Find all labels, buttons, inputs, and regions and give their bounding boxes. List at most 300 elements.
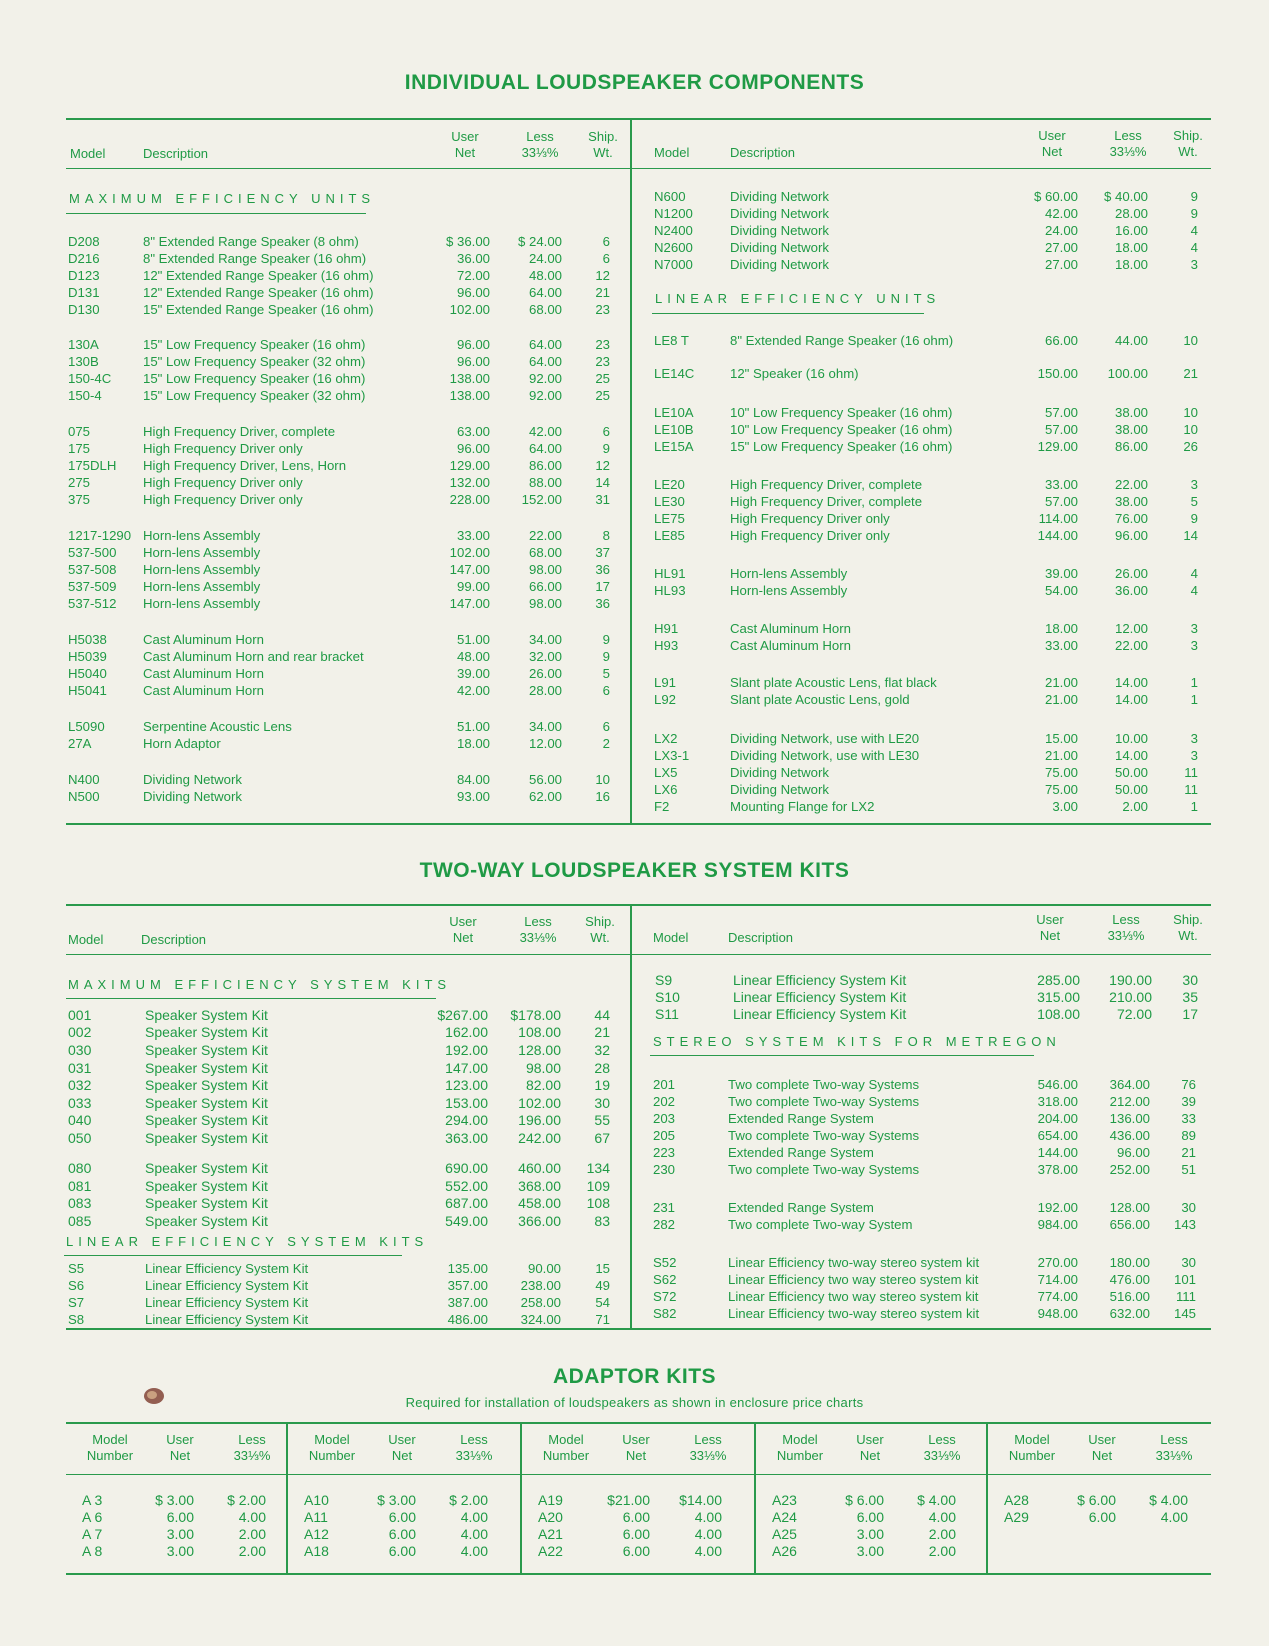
less-cell: 436.00	[1109, 1128, 1150, 1143]
description-cell: Horn-lens Assembly	[143, 562, 261, 577]
user-net-cell: 294.00	[445, 1112, 488, 1128]
column-divider	[520, 1422, 522, 1573]
description-cell: Extended Range System	[728, 1200, 874, 1215]
user-net-cell: 102.00	[449, 302, 490, 317]
ship-weight-cell: 5	[602, 666, 610, 681]
less-cell: 4.00	[694, 1526, 722, 1542]
ship-weight-cell: 2	[602, 736, 610, 751]
section-max-efficiency-kits: MAXIMUM EFFICIENCY SYSTEM KITS	[68, 977, 452, 992]
ship-weight-cell: 17	[595, 579, 610, 594]
ship-weight-cell: 44	[594, 1007, 610, 1023]
user-net-cell: $ 3.00	[377, 1492, 416, 1508]
model-cell: S72	[653, 1289, 677, 1304]
user-net-cell: 99.00	[456, 579, 490, 594]
model-cell: N2400	[654, 223, 693, 238]
user-net-cell: 6.00	[622, 1543, 650, 1559]
description-cell: Speaker System Kit	[145, 1042, 268, 1058]
model-cell: D131	[68, 285, 100, 300]
model-cell: 27A	[68, 736, 92, 751]
user-net-cell: 21.00	[1044, 748, 1078, 763]
model-cell: A20	[538, 1509, 563, 1525]
description-cell: Dividing Network	[730, 257, 829, 272]
description-cell: 8" Extended Range Speaker (8 ohm)	[143, 234, 359, 249]
description-cell: High Frequency Driver only	[143, 441, 303, 456]
description-cell: Linear Efficiency two-way stereo system kit	[728, 1255, 980, 1270]
description-cell: High Frequency Driver, complete	[730, 477, 923, 492]
column-divider	[630, 118, 632, 824]
ship-weight-cell: 108	[586, 1195, 610, 1211]
less-cell: 4.00	[694, 1509, 722, 1525]
description-cell: Dividing Network	[730, 206, 829, 221]
user-net-cell: 150.00	[1037, 366, 1078, 381]
model-cell: 130A	[68, 337, 99, 352]
description-cell: High Frequency Driver only	[143, 492, 303, 507]
model-cell: D208	[68, 234, 100, 249]
model-cell: LE15A	[654, 439, 694, 454]
user-net-cell: 42.00	[456, 683, 490, 698]
user-net-cell: 378.00	[1037, 1162, 1078, 1177]
less-cell: 4.00	[1160, 1509, 1188, 1525]
user-net-cell: 147.00	[449, 596, 490, 611]
description-cell: High Frequency Driver, Lens, Horn	[143, 458, 347, 473]
ship-weight-cell: 36	[595, 562, 610, 577]
less-cell: $ 4.00	[1149, 1492, 1188, 1508]
header-user: User Net	[1038, 128, 1066, 159]
model-cell: S10	[655, 989, 680, 1005]
less-cell: 152.00	[521, 492, 562, 507]
less-cell: 50.00	[1114, 782, 1148, 797]
header-rule	[66, 954, 1211, 955]
less-cell: 26.00	[528, 666, 562, 681]
less-cell: 82.00	[525, 1077, 561, 1093]
smudge-mark-icon	[140, 1383, 168, 1409]
model-cell: 175	[68, 441, 91, 456]
user-net-cell: 654.00	[1037, 1128, 1078, 1143]
ship-weight-cell: 67	[594, 1130, 610, 1146]
less-cell: 12.00	[1114, 621, 1148, 636]
description-cell: Dividing Network, use with LE20	[730, 731, 920, 746]
model-cell: S5	[68, 1261, 85, 1276]
user-net-cell: 33.00	[1044, 477, 1078, 492]
model-cell: 282	[653, 1217, 676, 1232]
description-cell: Speaker System Kit	[145, 1130, 268, 1146]
less-cell: 22.00	[528, 528, 562, 543]
ship-weight-cell: 9	[602, 649, 610, 664]
user-net-cell: 51.00	[456, 719, 490, 734]
section-linear-efficiency-kits: LINEAR EFFICIENCY SYSTEM KITS	[66, 1234, 429, 1249]
user-net-cell: 75.00	[1044, 765, 1078, 780]
description-cell: Speaker System Kit	[145, 1160, 268, 1176]
less-cell: 212.00	[1109, 1094, 1150, 1109]
user-net-cell: 6.00	[388, 1543, 416, 1559]
ship-weight-cell: 3	[1190, 621, 1198, 636]
model-cell: A25	[772, 1526, 797, 1542]
description-cell: Dividing Network	[143, 789, 242, 804]
description-cell: Horn-lens Assembly	[730, 566, 848, 581]
user-net-cell: 138.00	[449, 371, 490, 386]
user-net-cell: 318.00	[1037, 1094, 1078, 1109]
description-cell: Two complete Two-way Systems	[728, 1077, 920, 1092]
less-cell: $14.00	[679, 1492, 722, 1508]
model-cell: 275	[68, 475, 91, 490]
column-divider	[286, 1422, 288, 1573]
less-cell: $ 24.00	[518, 234, 562, 249]
ship-weight-cell: 6	[602, 251, 610, 266]
description-cell: High Frequency Driver only	[730, 528, 890, 543]
model-cell: H5039	[68, 649, 107, 664]
user-net-cell: 18.00	[1044, 621, 1078, 636]
description-cell: Cast Aluminum Horn	[730, 638, 851, 653]
user-net-cell: 270.00	[1037, 1255, 1078, 1270]
description-cell: Two complete Two-way System	[728, 1217, 913, 1232]
user-net-cell: 228.00	[449, 492, 490, 507]
description-cell: Cast Aluminum Horn	[143, 683, 264, 698]
header-user: User Net	[449, 914, 477, 945]
description-cell: Horn-lens Assembly	[730, 583, 848, 598]
model-cell: 033	[68, 1095, 92, 1111]
less-cell: $ 2.00	[449, 1492, 488, 1508]
ship-weight-cell: 36	[595, 596, 610, 611]
less-cell: 460.00	[518, 1160, 561, 1176]
model-cell: 075	[68, 424, 91, 439]
less-cell: 22.00	[1114, 477, 1148, 492]
user-net-cell: 363.00	[445, 1130, 488, 1146]
description-cell: Extended Range System	[728, 1111, 874, 1126]
model-cell: 231	[653, 1200, 676, 1215]
user-net-cell: 27.00	[1044, 240, 1078, 255]
ship-weight-cell: 4	[1190, 566, 1198, 581]
user-net-cell: 75.00	[1044, 782, 1078, 797]
less-cell: 238.00	[520, 1278, 561, 1293]
less-cell: 98.00	[525, 1060, 561, 1076]
ship-weight-cell: 89	[1181, 1128, 1196, 1143]
model-cell: 537-500	[68, 545, 117, 560]
model-cell: A 3	[82, 1492, 103, 1508]
model-cell: LE8 T	[654, 333, 689, 348]
model-cell: H5040	[68, 666, 107, 681]
model-cell: A28	[1004, 1492, 1029, 1508]
less-cell: 4.00	[928, 1509, 956, 1525]
header-less: Less 33⅓%	[923, 1432, 961, 1463]
header-model: Model	[70, 146, 106, 161]
ship-weight-cell: 11	[1184, 765, 1198, 780]
less-cell: 196.00	[518, 1112, 561, 1128]
ship-weight-cell: 49	[595, 1278, 610, 1293]
less-cell: 100.00	[1107, 366, 1148, 381]
description-cell: 12" Extended Range Speaker (16 ohm)	[143, 268, 374, 283]
ship-weight-cell: 12	[595, 268, 610, 283]
model-cell: N500	[68, 789, 100, 804]
user-net-cell: 192.00	[445, 1042, 488, 1058]
description-cell: Linear Efficiency System Kit	[733, 989, 907, 1005]
ship-weight-cell: 17	[1182, 1006, 1198, 1022]
ship-weight-cell: 3	[1190, 638, 1198, 653]
user-net-cell: $ 60.00	[1034, 189, 1078, 204]
section-title-twoway: TWO-WAY LOUDSPEAKER SYSTEM KITS	[419, 859, 850, 882]
model-cell: 375	[68, 492, 91, 507]
ship-weight-cell: 10	[595, 772, 610, 787]
header-ship: Ship. Wt.	[1173, 128, 1203, 159]
section-max-efficiency-units: MAXIMUM EFFICIENCY UNITS	[69, 191, 376, 206]
description-cell: Linear Efficiency System Kit	[145, 1312, 309, 1327]
user-net-cell: 162.00	[445, 1024, 488, 1040]
ship-weight-cell: 4	[1190, 240, 1198, 255]
model-cell: 203	[653, 1111, 676, 1126]
ship-weight-cell: 39	[1181, 1094, 1196, 1109]
model-cell: 085	[68, 1213, 92, 1229]
user-net-cell: 3.00	[166, 1526, 194, 1542]
user-net-cell: 6.00	[856, 1509, 884, 1525]
user-net-cell: 72.00	[456, 268, 490, 283]
ship-weight-cell: 6	[602, 234, 610, 249]
ship-weight-cell: 23	[595, 302, 610, 317]
top-rule	[66, 118, 1211, 120]
less-cell: 4.00	[460, 1526, 488, 1542]
description-cell: 10" Low Frequency Speaker (16 ohm)	[730, 422, 953, 437]
user-net-cell: 96.00	[456, 354, 490, 369]
ship-weight-cell: 145	[1173, 1306, 1196, 1321]
column-divider	[986, 1422, 988, 1573]
description-cell: Two complete Two-way Systems	[728, 1094, 920, 1109]
model-cell: L91	[654, 675, 677, 690]
model-cell: 537-509	[68, 579, 117, 594]
description-cell: Linear Efficiency two way stereo system kit	[728, 1272, 979, 1287]
less-cell: 32.00	[528, 649, 562, 664]
model-cell: A 8	[82, 1543, 103, 1559]
less-cell: 18.00	[1114, 240, 1148, 255]
user-net-cell: 549.00	[445, 1213, 488, 1229]
ship-weight-cell: 5	[1190, 494, 1198, 509]
description-cell: High Frequency Driver only	[143, 475, 303, 490]
description-cell: Horn-lens Assembly	[143, 596, 261, 611]
model-cell: LE10A	[654, 405, 694, 420]
bottom-rule	[66, 1573, 1211, 1575]
model-cell: 537-508	[68, 562, 117, 577]
description-cell: Linear Efficiency System Kit	[145, 1295, 309, 1310]
description-cell: Linear Efficiency System Kit	[733, 972, 907, 988]
less-cell: 136.00	[1109, 1111, 1150, 1126]
user-net-cell: 51.00	[456, 632, 490, 647]
header-less: Less 33⅓%	[689, 1432, 727, 1463]
less-cell: 96.00	[1114, 528, 1148, 543]
user-net-cell: 15.00	[1044, 731, 1078, 746]
ship-weight-cell: 32	[594, 1042, 610, 1058]
model-cell: LE20	[654, 477, 685, 492]
description-cell: 8" Extended Range Speaker (16 ohm)	[730, 333, 954, 348]
less-cell: 24.00	[528, 251, 562, 266]
model-cell: A10	[304, 1492, 329, 1508]
less-cell: 102.00	[518, 1095, 561, 1111]
description-cell: Serpentine Acoustic Lens	[143, 719, 292, 734]
model-cell: HL93	[654, 583, 686, 598]
model-cell: N1200	[654, 206, 693, 221]
bottom-rule	[66, 823, 1211, 825]
ship-weight-cell: 3	[1190, 477, 1198, 492]
description-cell: Linear Efficiency System Kit	[145, 1261, 309, 1276]
model-cell: D123	[68, 268, 100, 283]
user-net-cell: 6.00	[388, 1526, 416, 1542]
header-user-net: User Net	[388, 1432, 416, 1463]
model-cell: LE75	[654, 511, 685, 526]
section-underline	[66, 998, 436, 999]
less-cell: 34.00	[528, 632, 562, 647]
ship-weight-cell: 6	[602, 424, 610, 439]
model-cell: A29	[1004, 1509, 1029, 1525]
ship-weight-cell: 10	[1183, 405, 1198, 420]
ship-weight-cell: 4	[1190, 583, 1198, 598]
less-cell: 4.00	[238, 1509, 266, 1525]
less-cell: 242.00	[518, 1130, 561, 1146]
description-cell: High Frequency Driver only	[730, 511, 890, 526]
user-net-cell: 153.00	[445, 1095, 488, 1111]
header-model-number: Model Number	[1008, 1432, 1056, 1463]
less-cell: 258.00	[520, 1295, 561, 1310]
ship-weight-cell: 76	[1181, 1077, 1196, 1092]
less-cell: 16.00	[1114, 223, 1148, 238]
section-underline	[64, 1255, 402, 1256]
model-cell: 130B	[68, 354, 99, 369]
model-cell: A11	[304, 1509, 328, 1525]
description-cell: Dividing Network	[730, 765, 829, 780]
model-cell: A19	[538, 1492, 563, 1508]
ship-weight-cell: 12	[595, 458, 610, 473]
ship-weight-cell: 21	[1181, 1145, 1196, 1160]
header-ship: Ship. Wt.	[1173, 912, 1203, 943]
ship-weight-cell: 30	[594, 1095, 610, 1111]
header-model-number: Model Number	[86, 1432, 134, 1463]
header-rule	[66, 1474, 1211, 1475]
model-cell: H5038	[68, 632, 107, 647]
user-net-cell: 108.00	[1037, 1006, 1080, 1022]
model-cell: 201	[653, 1077, 676, 1092]
ship-weight-cell: 30	[1181, 1200, 1196, 1215]
user-net-cell: 357.00	[447, 1278, 488, 1293]
model-cell: H91	[654, 621, 679, 636]
header-model-number: Model Number	[542, 1432, 590, 1463]
model-cell: A21	[538, 1526, 563, 1542]
less-cell: 128.00	[518, 1042, 561, 1058]
less-cell: $ 40.00	[1104, 189, 1148, 204]
user-net-cell: 486.00	[447, 1312, 488, 1327]
ship-weight-cell: 10	[1183, 422, 1198, 437]
description-cell: Linear Efficiency System Kit	[733, 1006, 907, 1022]
model-cell: A 6	[82, 1509, 103, 1525]
less-cell: 64.00	[528, 337, 562, 352]
description-cell: 15" Low Frequency Speaker (32 ohm)	[143, 388, 366, 403]
description-cell: 12" Speaker (16 ohm)	[730, 366, 859, 381]
less-cell: 98.00	[528, 596, 562, 611]
user-net-cell: 315.00	[1037, 989, 1080, 1005]
less-cell: 28.00	[1114, 206, 1148, 221]
model-cell: H93	[654, 638, 679, 653]
less-cell: 96.00	[1116, 1145, 1150, 1160]
model-cell: A24	[772, 1509, 797, 1525]
user-net-cell: 114.00	[1038, 511, 1078, 526]
ship-weight-cell: 3	[1190, 257, 1198, 272]
user-net-cell: 18.00	[456, 736, 490, 751]
user-net-cell: 132.00	[449, 475, 490, 490]
header-model-number: Model Number	[776, 1432, 824, 1463]
less-cell: 64.00	[528, 285, 562, 300]
model-cell: LE85	[654, 528, 685, 543]
header-rule	[66, 168, 1211, 169]
less-cell: 42.00	[528, 424, 562, 439]
ship-weight-cell: 9	[602, 632, 610, 647]
description-cell: Two complete Two-way Systems	[728, 1162, 920, 1177]
model-cell: 1217-1290	[68, 528, 132, 543]
ship-weight-cell: 21	[594, 1024, 610, 1040]
model-cell: L5090	[68, 719, 105, 734]
description-cell: Slant plate Acoustic Lens, gold	[730, 692, 910, 707]
header-description: Description	[730, 145, 796, 160]
less-cell: $178.00	[510, 1007, 561, 1023]
ship-weight-cell: 6	[602, 683, 610, 698]
description-cell: 12" Extended Range Speaker (16 ohm)	[143, 285, 374, 300]
user-net-cell: $21.00	[607, 1492, 650, 1508]
top-rule	[66, 904, 1211, 906]
model-cell: 030	[68, 1042, 92, 1058]
less-cell: $ 4.00	[917, 1492, 956, 1508]
description-cell: Speaker System Kit	[145, 1213, 268, 1229]
section-underline	[652, 313, 924, 314]
ship-weight-cell: 25	[595, 388, 610, 403]
description-cell: Horn Adaptor	[143, 736, 221, 751]
header-description: Description	[143, 146, 209, 161]
user-net-cell: 129.00	[1037, 439, 1078, 454]
user-net-cell: 135.00	[447, 1261, 488, 1276]
ship-weight-cell: 9	[1190, 511, 1198, 526]
model-cell: 175DLH	[68, 458, 117, 473]
section-linear-efficiency-units: LINEAR EFFICIENCY UNITS	[655, 291, 941, 306]
user-net-cell: 33.00	[1044, 638, 1078, 653]
description-cell: Horn-lens Assembly	[143, 579, 261, 594]
description-cell: Cast Aluminum Horn	[143, 666, 264, 681]
model-cell: S82	[653, 1306, 677, 1321]
user-net-cell: 57.00	[1044, 422, 1078, 437]
less-cell: 632.00	[1109, 1306, 1150, 1321]
model-cell: 223	[653, 1145, 676, 1160]
description-cell: 8" Extended Range Speaker (16 ohm)	[143, 251, 367, 266]
less-cell: 38.00	[1114, 494, 1148, 509]
top-rule	[66, 1422, 1211, 1424]
less-cell: 66.00	[528, 579, 562, 594]
header-model-number: Model Number	[308, 1432, 356, 1463]
section-stereo-kits: STEREO SYSTEM KITS FOR METREGON	[653, 1034, 1061, 1049]
less-cell: 14.00	[1114, 692, 1148, 707]
ship-weight-cell: 3	[1190, 731, 1198, 746]
model-cell: 205	[653, 1128, 676, 1143]
section-title-individual: INDIVIDUAL LOUDSPEAKER COMPONENTS	[404, 71, 865, 94]
header-less: Less 33⅓%	[233, 1432, 271, 1463]
description-cell: Speaker System Kit	[145, 1077, 268, 1093]
model-cell: 081	[68, 1178, 92, 1194]
user-net-cell: 138.00	[449, 388, 490, 403]
model-cell: D130	[68, 302, 100, 317]
less-cell: 190.00	[1109, 972, 1152, 988]
user-net-cell: 3.00	[1052, 799, 1078, 814]
user-net-cell: 387.00	[447, 1295, 488, 1310]
model-cell: 230	[653, 1162, 676, 1177]
ship-weight-cell: 14	[1183, 528, 1198, 543]
less-cell: 516.00	[1109, 1289, 1150, 1304]
ship-weight-cell: 1	[1190, 799, 1198, 814]
less-cell: 2.00	[238, 1543, 266, 1559]
user-net-cell: 204.00	[1037, 1111, 1078, 1126]
model-cell: 150-4C	[68, 371, 112, 386]
less-cell: 14.00	[1114, 675, 1148, 690]
model-cell: D216	[68, 251, 100, 266]
user-net-cell: 687.00	[445, 1195, 488, 1211]
